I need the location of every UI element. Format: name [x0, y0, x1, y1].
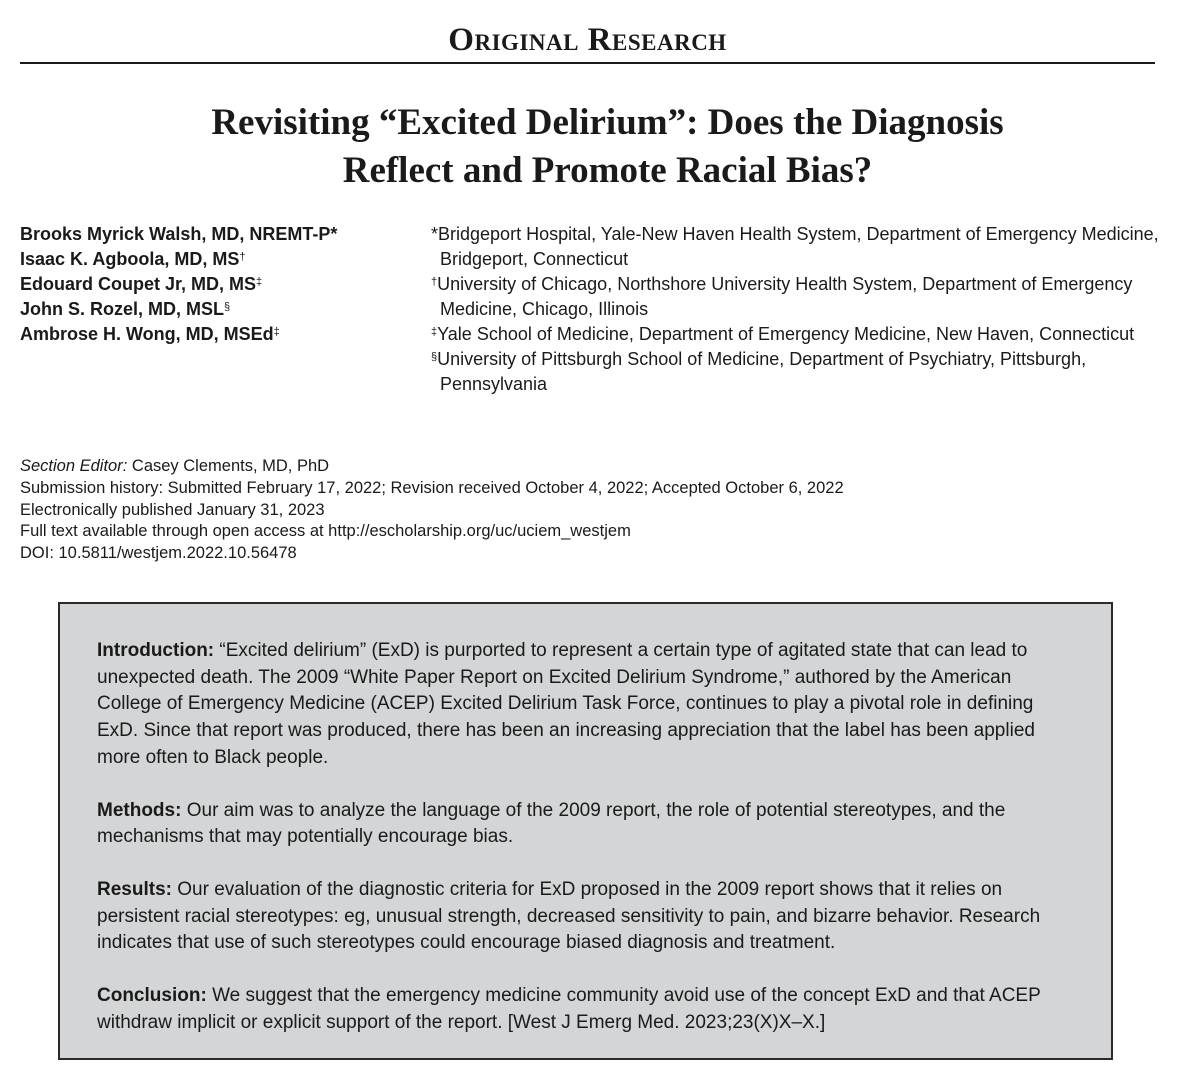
- abstract-text: “Excited delirium” (ExD) is purported to represent a certain type of agitated state that can lead to unexpected death. The 2009 “White Paper Report on Excited Delirium Syndrome,” authored by the American College of Emergency Medicine (ACEP) Excited Delirium Task Force, continues to play a pivotal role in defining ExD. Since that report was produced, there has been an increasing appreciation that the label has been applied more often to Black people.: [97, 640, 1035, 768]
- affiliation-mark: §: [431, 351, 438, 363]
- author-mark: §: [224, 301, 231, 313]
- article-title: [20, 99, 1195, 195]
- author-name: Isaac K. Agboola, MD, MS: [20, 249, 240, 269]
- author: [20, 222, 420, 247]
- affiliation-mark: ‡: [431, 326, 438, 338]
- title-line-1: Revisiting “Excited Delirium”: Does the Diagnosis: [211, 102, 1004, 143]
- submission-history: Submission history: Submitted February 17, 2022; Revision received October 4, 2022; Accepted October 6, 2022: [20, 478, 844, 497]
- abstract-heading: Conclusion:: [97, 985, 207, 1007]
- affiliation-text: Bridgeport Hospital, Yale-New Haven Health System, Department of Emergency Medicine, Bridgeport, Connecticut: [438, 224, 1159, 269]
- abstract-text: Our aim was to analyze the language of the 2009 report, the role of potential stereotypes, and the mechanisms that may potentially encourage bias.: [97, 799, 1006, 848]
- affiliation-text: University of Pittsburgh School of Medicine, Department of Psychiatry, Pittsburgh, Pennsylvania: [437, 349, 1087, 394]
- author-mark: ‡: [273, 326, 280, 338]
- author-mark: †: [239, 251, 246, 263]
- affiliation-text: University of Chicago, Northshore University Health System, Department of Emergency Medicine, Chicago, Illinois: [437, 274, 1133, 319]
- abstract-methods: [97, 798, 1075, 851]
- abstract-conclusion: [97, 983, 1075, 1036]
- title-line-2: Reflect and Promote Racial Bias?: [342, 150, 873, 191]
- section-heading: [20, 18, 1155, 64]
- abstract-text: We suggest that the emergency medicine community avoid use of the concept ExD and that ACEP withdraw implicit or explicit support of the report. [West J Emerg Med. 2023;23(X)X–X.]: [97, 985, 1041, 1033]
- abstract-text: Our evaluation of the diagnostic criteria for ExD proposed in the 2009 report shows that it relies on persistent racial stereotypes: eg, unusual strength, decreased sensitivity to pain, and bizarre behavior. Research indicates that use of such stereotypes could encourage biased diagnosis and treatment.: [97, 878, 1041, 954]
- affiliation: [431, 272, 1171, 322]
- abstract-heading: Methods:: [97, 799, 182, 821]
- author: [20, 322, 420, 347]
- author-name: Edouard Coupet Jr, MD, MS: [20, 274, 257, 294]
- author-name: Brooks Myrick Walsh, MD, NREMT-P: [20, 224, 331, 244]
- author-mark: ‡: [256, 276, 263, 288]
- section-editor-value: Casey Clements, MD, PhD: [131, 457, 330, 475]
- section-editor-label: Section Editor:: [20, 457, 128, 475]
- full-text-link: Full text available through open access at http://escholarship.org/uc/uciem_westjem: [20, 522, 631, 541]
- article-metadata: [20, 456, 1120, 565]
- affiliation: [431, 347, 1171, 397]
- author-name: Ambrose H. Wong, MD, MSEd: [20, 324, 274, 344]
- abstract-results: [97, 877, 1075, 957]
- section-editor: [20, 456, 1120, 478]
- author: [20, 247, 420, 272]
- author-mark: *: [330, 224, 338, 244]
- abstract-heading: Results:: [97, 878, 172, 900]
- author: [20, 297, 420, 322]
- abstract-box: [58, 602, 1113, 1060]
- affiliation: [431, 322, 1171, 347]
- doi: DOI: 10.5811/westjem.2022.10.56478: [20, 544, 297, 563]
- section-heading-text: Original Research: [448, 22, 727, 58]
- abstract-heading: Introduction:: [97, 640, 215, 661]
- affiliation-text: Yale School of Medicine, Department of Emergency Medicine, New Haven, Connecticut: [437, 324, 1135, 344]
- affiliation-mark: *: [431, 224, 439, 244]
- author-name: John S. Rozel, MD, MSL: [20, 299, 225, 319]
- affiliation-list: [431, 222, 1171, 397]
- published-date: Electronically published January 31, 2023: [20, 500, 325, 519]
- affiliation: [431, 222, 1171, 272]
- abstract-introduction: [97, 638, 1075, 772]
- affiliation-mark: †: [431, 276, 438, 288]
- author-list: [20, 222, 420, 347]
- author: [20, 272, 420, 297]
